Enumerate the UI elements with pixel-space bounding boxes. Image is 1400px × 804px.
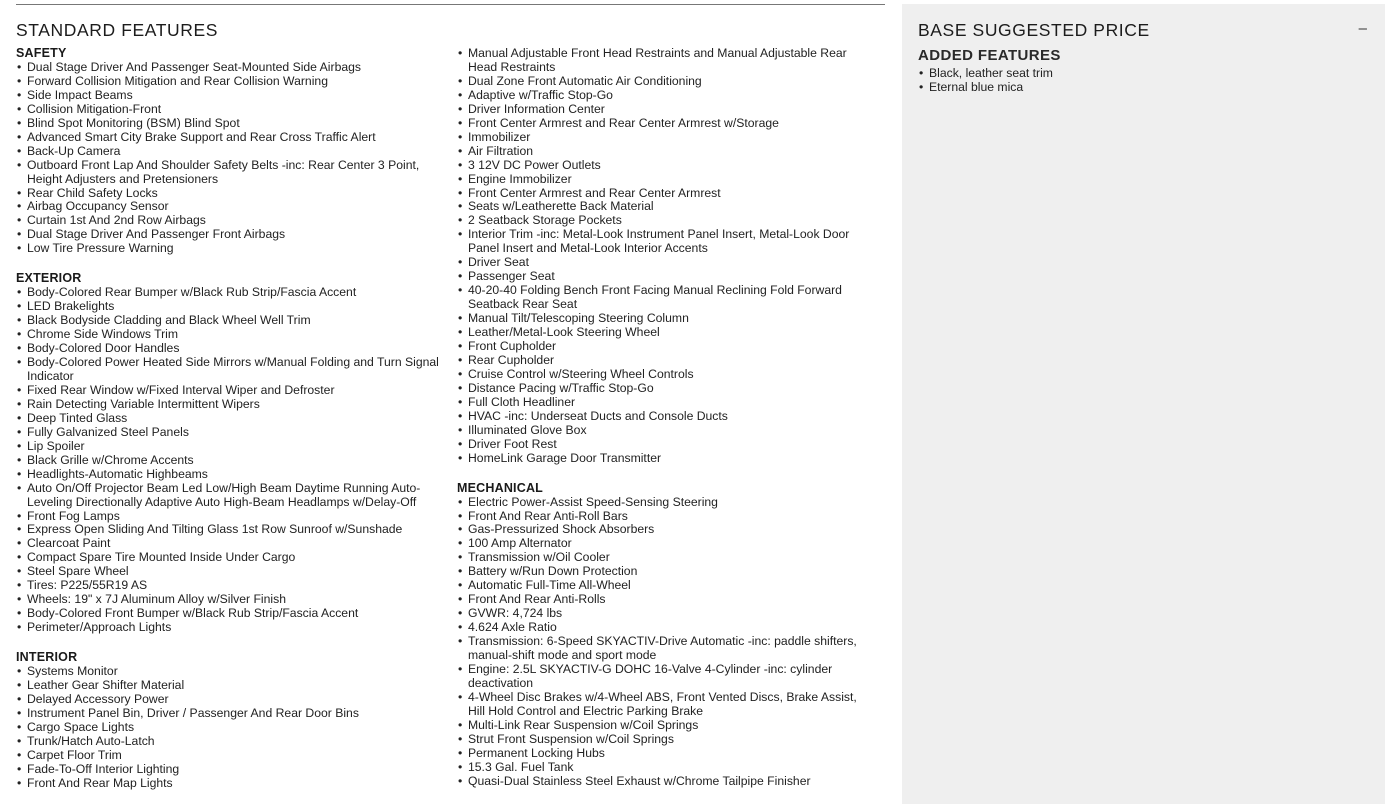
feature-item: • Wheels: 19" x 7J Aluminum Alloy w/Silver Finish xyxy=(16,593,440,607)
collapse-button[interactable]: – xyxy=(1358,20,1367,37)
feature-item: • Adaptive w/Traffic Stop-Go xyxy=(457,89,877,103)
feature-item: • Air Filtration xyxy=(457,145,877,159)
feature-item: • Immobilizer xyxy=(457,131,877,145)
feature-item: • Full Cloth Headliner xyxy=(457,396,877,410)
feature-section xyxy=(457,47,877,466)
feature-item: • Leather Gear Shifter Material xyxy=(16,679,440,693)
feature-item: • 4.624 Axle Ratio xyxy=(457,621,877,635)
feature-item: • 40-20-40 Folding Bench Front Facing Manual Reclining Fold Forward Seatback Rear Seat xyxy=(457,284,877,312)
feature-item: • Permanent Locking Hubs xyxy=(457,747,877,761)
feature-item: • Passenger Seat xyxy=(457,270,877,284)
feature-item: • Manual Adjustable Front Head Restraints and Manual Adjustable Rear Head Restraints xyxy=(457,47,877,75)
feature-item: • 15.3 Gal. Fuel Tank xyxy=(457,761,877,775)
feature-item: • Distance Pacing w/Traffic Stop-Go xyxy=(457,382,877,396)
feature-item: • 3 12V DC Power Outlets xyxy=(457,159,877,173)
feature-item: • Body-Colored Front Bumper w/Black Rub Strip/Fascia Accent xyxy=(16,607,440,621)
feature-item: • Front Center Armrest and Rear Center Armrest xyxy=(457,187,877,201)
feature-item: • Manual Tilt/Telescoping Steering Column xyxy=(457,312,877,326)
feature-item: • Forward Collision Mitigation and Rear Collision Warning xyxy=(16,75,440,89)
feature-item: • Body-Colored Rear Bumper w/Black Rub Strip/Fascia Accent xyxy=(16,286,440,300)
feature-item: • Front And Rear Map Lights xyxy=(16,777,440,791)
added-features-list xyxy=(918,67,1358,95)
features-left-column xyxy=(16,47,440,791)
feature-item: • Deep Tinted Glass xyxy=(16,412,440,426)
feature-item: • Carpet Floor Trim xyxy=(16,749,440,763)
feature-item: • Fully Galvanized Steel Panels xyxy=(16,426,440,440)
section-heading: MECHANICAL xyxy=(457,480,544,495)
feature-item: • Body-Colored Door Handles xyxy=(16,342,440,356)
feature-item: • Cargo Space Lights xyxy=(16,721,440,735)
feature-section xyxy=(16,651,440,791)
feature-item: • Seats w/Leatherette Back Material xyxy=(457,200,877,214)
feature-item: • Driver Seat xyxy=(457,256,877,270)
feature-item: • Lip Spoiler xyxy=(16,440,440,454)
feature-item: • Low Tire Pressure Warning xyxy=(16,242,440,256)
feature-item: • Tires: P225/55R19 AS xyxy=(16,579,440,593)
feature-item: • Leather/Metal-Look Steering Wheel xyxy=(457,326,877,340)
feature-item: • Strut Front Suspension w/Coil Springs xyxy=(457,733,877,747)
price-panel-title: BASE SUGGESTED PRICE xyxy=(918,20,1150,40)
feature-item: • Automatic Full-Time All-Wheel xyxy=(457,579,877,593)
feature-item: • Clearcoat Paint xyxy=(16,537,440,551)
feature-item: • Rear Child Safety Locks xyxy=(16,187,440,201)
feature-item: • Back-Up Camera xyxy=(16,145,440,159)
price-panel xyxy=(902,4,1385,804)
feature-item: • Quasi-Dual Stainless Steel Exhaust w/Chrome Tailpipe Finisher xyxy=(457,775,877,789)
feature-list xyxy=(457,496,877,789)
feature-item: • Front Fog Lamps xyxy=(16,510,440,524)
feature-item: • Illuminated Glove Box xyxy=(457,424,877,438)
feature-section xyxy=(16,47,440,256)
feature-item: • Advanced Smart City Brake Support and Rear Cross Traffic Alert xyxy=(16,131,440,145)
feature-item: • Gas-Pressurized Shock Absorbers xyxy=(457,523,877,537)
feature-item: • Chrome Side Windows Trim xyxy=(16,328,440,342)
feature-item: • Trunk/Hatch Auto-Latch xyxy=(16,735,440,749)
feature-list xyxy=(16,286,440,635)
feature-item: • Express Open Sliding And Tilting Glass 1st Row Sunroof w/Sunshade xyxy=(16,523,440,537)
section-heading: SAFETY xyxy=(16,46,67,60)
feature-item: • Blind Spot Monitoring (BSM) Blind Spot xyxy=(16,117,440,131)
feature-section xyxy=(457,482,877,789)
feature-item: • Transmission: 6-Speed SKYACTIV-Drive Automatic -inc: paddle shifters, manual-shift mode and sport mode xyxy=(457,635,877,663)
feature-item: • Outboard Front Lap And Shoulder Safety Belts -inc: Rear Center 3 Point, Height Adjusters and Pretensioners xyxy=(16,159,440,187)
feature-item: • Delayed Accessory Power xyxy=(16,693,440,707)
feature-item: • Transmission w/Oil Cooler xyxy=(457,551,877,565)
feature-item: • Headlights-Automatic Highbeams xyxy=(16,468,440,482)
feature-item: • Dual Stage Driver And Passenger Front Airbags xyxy=(16,228,440,242)
features-middle-column xyxy=(457,47,877,789)
feature-item: • Instrument Panel Bin, Driver / Passenger And Rear Door Bins xyxy=(16,707,440,721)
feature-item: • Compact Spare Tire Mounted Inside Under Cargo xyxy=(16,551,440,565)
feature-item: • Front And Rear Anti-Roll Bars xyxy=(457,510,877,524)
feature-item: • Dual Stage Driver And Passenger Seat-Mounted Side Airbags xyxy=(16,61,440,75)
feature-list xyxy=(16,61,440,256)
feature-item: • Steel Spare Wheel xyxy=(16,565,440,579)
feature-item: • 100 Amp Alternator xyxy=(457,537,877,551)
feature-item: • Driver Foot Rest xyxy=(457,438,877,452)
feature-item: • Interior Trim -inc: Metal-Look Instrument Panel Insert, Metal-Look Door Panel Insert and Metal-Look Interior Accents xyxy=(457,228,877,256)
feature-item: • Side Impact Beams xyxy=(16,89,440,103)
feature-item: • Front And Rear Anti-Rolls xyxy=(457,593,877,607)
feature-item: • Electric Power-Assist Speed-Sensing Steering xyxy=(457,496,877,510)
feature-item: • GVWR: 4,724 lbs xyxy=(457,607,877,621)
feature-item: • Auto On/Off Projector Beam Led Low/High Beam Daytime Running Auto-Leveling Directionally Adaptive Auto High-Beam Headlamps w/Delay-Off xyxy=(16,482,440,510)
feature-item: • Systems Monitor xyxy=(16,665,440,679)
feature-item: • Rain Detecting Variable Intermittent Wipers xyxy=(16,398,440,412)
feature-list xyxy=(16,665,440,791)
feature-item: • Cruise Control w/Steering Wheel Controls xyxy=(457,368,877,382)
feature-item: • Front Cupholder xyxy=(457,340,877,354)
feature-item: • Airbag Occupancy Sensor xyxy=(16,200,440,214)
feature-item: • Body-Colored Power Heated Side Mirrors w/Manual Folding and Turn Signal Indicator xyxy=(16,356,440,384)
feature-list xyxy=(457,47,877,466)
feature-item: • Engine: 2.5L SKYACTIV-G DOHC 16-Valve 4-Cylinder -inc: cylinder deactivation xyxy=(457,663,877,691)
feature-item: • Black Bodyside Cladding and Black Wheel Well Trim xyxy=(16,314,440,328)
feature-item: • 2 Seatback Storage Pockets xyxy=(457,214,877,228)
feature-item: • Multi-Link Rear Suspension w/Coil Springs xyxy=(457,719,877,733)
feature-item: • Fade-To-Off Interior Lighting xyxy=(16,763,440,777)
added-feature-item: • Black, leather seat trim xyxy=(918,67,1358,81)
feature-item: • Engine Immobilizer xyxy=(457,173,877,187)
added-features-heading: ADDED FEATURES xyxy=(918,47,1061,64)
section-heading: EXTERIOR xyxy=(16,271,82,286)
feature-section xyxy=(16,272,440,635)
feature-item: • Dual Zone Front Automatic Air Conditioning xyxy=(457,75,877,89)
added-features xyxy=(918,47,1358,95)
feature-item: • Curtain 1st And 2nd Row Airbags xyxy=(16,214,440,228)
feature-item: • LED Brakelights xyxy=(16,300,440,314)
feature-item: • Black Grille w/Chrome Accents xyxy=(16,454,440,468)
feature-item: • Front Center Armrest and Rear Center Armrest w/Storage xyxy=(457,117,877,131)
feature-item: • HomeLink Garage Door Transmitter xyxy=(457,452,877,466)
added-feature-item: • Eternal blue mica xyxy=(918,81,1358,95)
feature-item: • Collision Mitigation-Front xyxy=(16,103,440,117)
section-heading: INTERIOR xyxy=(16,650,78,665)
feature-item: • Rear Cupholder xyxy=(457,354,877,368)
feature-item: • HVAC -inc: Underseat Ducts and Console Ducts xyxy=(457,410,877,424)
feature-item: • Battery w/Run Down Protection xyxy=(457,565,877,579)
top-divider xyxy=(16,4,885,5)
feature-item: • Perimeter/Approach Lights xyxy=(16,621,440,635)
feature-item: • 4-Wheel Disc Brakes w/4-Wheel ABS, Front Vented Discs, Brake Assist, Hill Hold Control and Electric Parking Brake xyxy=(457,691,877,719)
page-title: STANDARD FEATURES xyxy=(16,20,219,40)
feature-item: • Fixed Rear Window w/Fixed Interval Wiper and Defroster xyxy=(16,384,440,398)
feature-item: • Driver Information Center xyxy=(457,103,877,117)
